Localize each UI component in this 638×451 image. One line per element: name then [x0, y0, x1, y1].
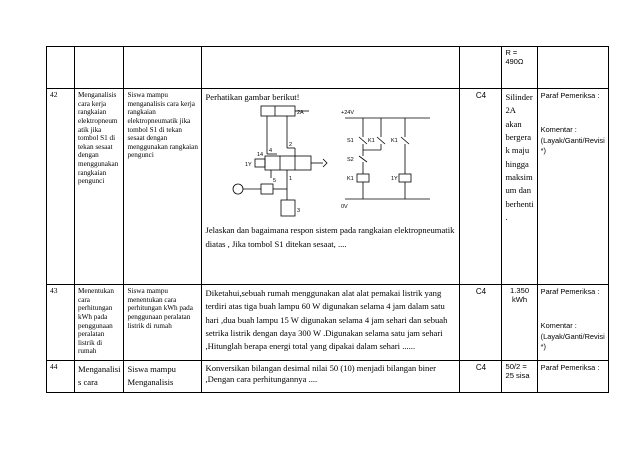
komentar-label: Komentar : — [540, 321, 577, 331]
table-row — [47, 47, 609, 89]
question-number: 44 — [47, 361, 75, 393]
komentar-label: Komentar : — [540, 125, 577, 135]
y1-valve-label: 1Y — [245, 162, 253, 169]
table-row — [47, 89, 609, 285]
electropneumatic-diagram — [205, 104, 455, 224]
port-label: 5 — [273, 178, 277, 185]
indicator-cell: Menentukan cara perhitungan kWh pada penggunaan peralatan listrik di rumah — [75, 285, 124, 361]
port-label: 2 — [289, 142, 293, 149]
objective-cell: Siswa mampu menganalisis cara kerja rangkaian elektropneumatik jika tombol S1 di tekan sesaat dengan menggunakan rangkaian pengunci — [124, 89, 202, 285]
relay-coil — [357, 174, 369, 182]
ground-label: 0V — [341, 204, 349, 211]
cylinder — [261, 106, 295, 116]
question-cell: Konversikan bilangan desimal nilai 50 (10) menjadi bilangan biner ,Dengan cara perhitungannya .... — [202, 361, 460, 393]
level-cell: C4 — [460, 89, 502, 285]
question-number: 43 — [47, 285, 75, 361]
k1-coil-label: K1 — [347, 176, 355, 183]
cylinder-label: 2A — [297, 110, 305, 117]
question-text: Jelaskan dan bagaimana respon sistem pada rangkaian elektropneumatik diatas , Jika tombol S1 ditekan sesaat, .... — [205, 225, 455, 249]
s1-label: S1 — [347, 138, 355, 145]
answer-cell: 1.350 kWh — [502, 285, 537, 361]
paraf-label: Paraf Pemeriksa : — [540, 287, 600, 296]
solenoid-valve — [265, 156, 311, 170]
answer-cell: 50/2 = 25 sisa — [502, 361, 537, 393]
question-cell: Diketahui,sebuah rumah menggunakan alat alat pemakai listrik yang terdiri atas tiga buah lampu 60 W digunakan selama 4 jam dalam satu hari ,dua buah lampu 15 W digunakan selama 4 jam sehari dan sebuah setrika listrik dengan daya 300 W .Digunakan selama satu jam sehari ,Hitunglah berapa energi total yang dipakai dalam sehari ...... — [202, 285, 460, 361]
y1-coil-label: 1Y — [391, 176, 399, 183]
komentar-options: (Layak/Ganti/Revisi *) — [540, 135, 605, 156]
level-cell: C4 — [460, 285, 502, 361]
k1-contact-label: K1 — [368, 138, 376, 145]
reviewer-cell — [537, 285, 608, 361]
table-row — [47, 361, 609, 393]
s2-label: S2 — [347, 157, 355, 164]
objective-cell: Siswa mampu menentukan cara perhitungan kWh pada penggunaan peralatan listrik di rumah — [124, 285, 202, 361]
question-table — [46, 46, 609, 393]
paraf-label: Paraf Pemeriksa : — [540, 363, 600, 372]
indicator-cell: Menganalisis cara kerja rangkaian elektropneum atik jika tombol S1 di tekan sesaat dengan menggunakan rangkaian pengunci — [75, 89, 124, 285]
komentar-options: (Layak/Ganti/Revisi *) — [540, 331, 605, 352]
indicator-cell: Menganalisi s cara — [75, 361, 124, 393]
reviewer-cell — [537, 89, 608, 285]
port-label: 14 — [257, 152, 264, 159]
objective-cell: Siswa mampu Menganalisis — [124, 361, 202, 393]
port-label: 4 — [269, 148, 273, 155]
reviewer-cell — [537, 361, 608, 393]
port-label: 1 — [289, 176, 293, 183]
table-row — [47, 285, 609, 361]
answer-cell: R = 490Ω — [502, 47, 537, 89]
question-cell — [202, 89, 460, 285]
question-number: 42 — [47, 89, 75, 285]
paraf-label: Paraf Pemeriksa : — [540, 91, 600, 100]
k1-contact-label: K1 — [391, 138, 399, 145]
supply-label: +24V — [341, 110, 355, 117]
question-intro: Perhatikan gambar berikut! — [205, 92, 300, 102]
answer-cell: Silinder 2A akan bergera k maju hingga maksim um dan berhenti . — [502, 89, 537, 285]
port-label: 3 — [297, 208, 301, 215]
level-cell: C4 — [460, 361, 502, 393]
